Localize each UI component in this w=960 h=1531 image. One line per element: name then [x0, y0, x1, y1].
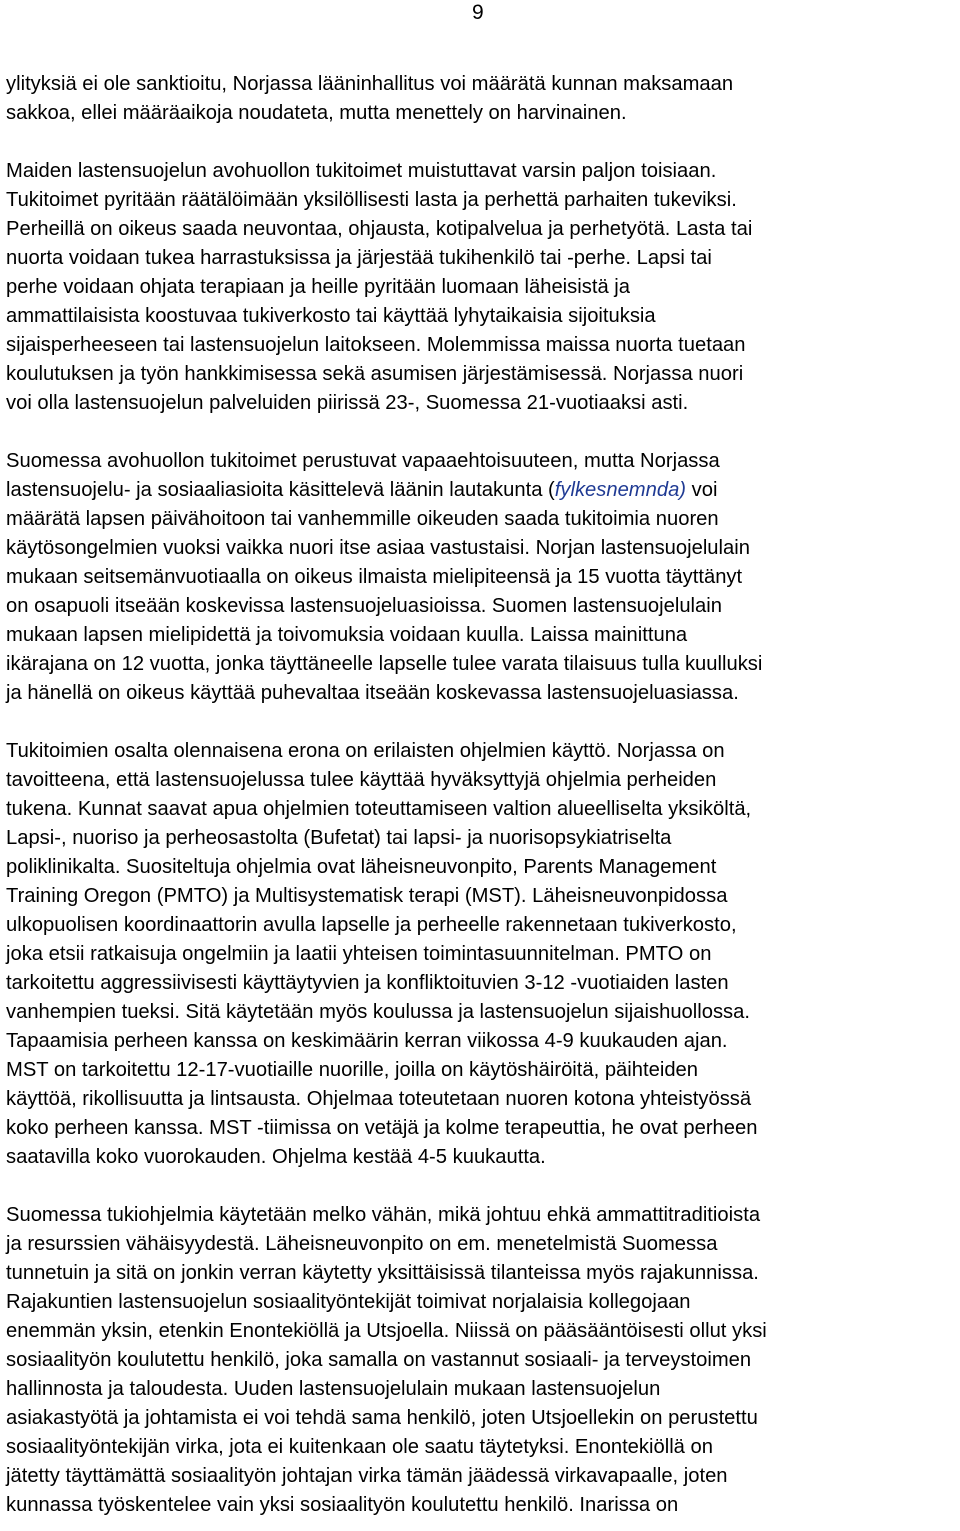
- document-body: [6, 70, 956, 1520]
- text-line: vanhempien tueksi. Sitä käytetään myös koulussa ja lastensuojelun sijaishuollossa.: [6, 1001, 750, 1023]
- text-line: koko perheen kanssa. MST -tiimissa on vetäjä ja kolme terapeuttia, he ovat perheen: [6, 1117, 758, 1139]
- text-line: mukaan seitsemänvuotiaalla on oikeus ilmaista mielipiteensä ja 15 vuotta täyttänyt: [6, 566, 743, 588]
- paragraph-voluntariness: [6, 447, 956, 708]
- text-fragment: voi: [686, 479, 718, 501]
- text-line: ulkopuolisen koordinaattorin avulla lapselle ja perheelle rakennetaan tukiverkosto,: [6, 914, 737, 936]
- text-line: ammattilaisista koostuvaa tukiverkosto tai käyttää lyhytaikaisia sijoituksia: [6, 305, 656, 327]
- text-line: mukaan lapsen mielipidettä ja toivomuksia voidaan kuulla. Laissa mainittuna: [6, 624, 688, 646]
- text-line: on osapuoli itseään koskevissa lastensuojeluasioissa. Suomen lastensuojelulain: [6, 595, 722, 617]
- text-line: enemmän yksin, etenkin Enontekiöllä ja Utsjoella. Niissä on pääsääntöisesti ollut yksi: [6, 1320, 767, 1342]
- text-line: ja hänellä on oikeus käyttää puhevaltaa itseään koskevassa lastensuojeluasiassa.: [6, 682, 739, 704]
- paragraph-programs: [6, 737, 956, 1172]
- text-line: käyttöä, rikollisuutta ja lintsausta. Ohjelmaa toteutetaan nuoren kotona yhteistyössä: [6, 1088, 752, 1110]
- text-line: Tukitoimet pyritään räätälöimään yksilöllisesti lasta ja perhettä parhaiten tukeviksi.: [6, 189, 737, 211]
- text-line: hallinnosta ja taloudesta. Uuden lastensuojelulain mukaan lastensuojelun: [6, 1378, 661, 1400]
- text-fragment: lastensuojelu- ja sosiaaliasioita käsittelevä läänin lautakunta (: [6, 479, 555, 501]
- text-line: sosiaalityön koulutettu henkilö, joka samalla on vastannut sosiaali- ja terveystoimen: [6, 1349, 752, 1371]
- text-line: kunnassa työskentelee vain yksi sosiaalityön koulutettu henkilö. Inarissa on: [6, 1494, 679, 1516]
- text-line: sosiaalityöntekijän virka, jota ei kuitenkaan ole saatu täytetyksi. Enontekiöllä on: [6, 1436, 713, 1458]
- text-line: Tapaamisia perheen kanssa on keskimäärin kerran viikossa 4-9 kuukauden ajan.: [6, 1030, 728, 1052]
- text-line: MST on tarkoitettu 12-17-vuotiaille nuorille, joilla on käytöshäiröitä, päihteiden: [6, 1059, 699, 1081]
- text-line: Rajakuntien lastensuojelun sosiaalityöntekijät toimivat norjalaisia kollegojaan: [6, 1291, 691, 1313]
- text-line: määrätä lapsen päivähoitoon tai vanhemmille oikeuden saada tukitoimia nuoren: [6, 508, 719, 530]
- text-line: Training Oregon (PMTO) ja Multisystematisk terapi (MST). Läheisneuvonpidossa: [6, 885, 728, 907]
- text-line: saatavilla koko vuorokauden. Ohjelma kestää 4-5 kuukautta.: [6, 1146, 546, 1168]
- text-line: käytösongelmien vuoksi vaikka nuori itse asiaa vastustaisi. Norjan lastensuojelulain: [6, 537, 750, 559]
- text-line: sijaisperheeseen tai lastensuojelun laitokseen. Molemmissa maissa nuorta tuetaan: [6, 334, 746, 356]
- text-line: Suomessa avohuollon tukitoimet perustuvat vapaaehtoisuuteen, mutta Norjassa: [6, 450, 720, 472]
- text-line: tarkoitettu aggressiivisesti käyttäytyvien ja konfliktoituvien 3-12 -vuotiaiden lasten: [6, 972, 729, 994]
- text-line: Tukitoimien osalta olennaisena erona on erilaisten ohjelmien käyttö. Norjassa on: [6, 740, 725, 762]
- text-line: Maiden lastensuojelun avohuollon tukitoimet muistuttavat varsin paljon toisiaan.: [6, 160, 717, 182]
- text-line: Perheillä on oikeus saada neuvontaa, ohjausta, kotipalvelua ja perhetyötä. Lasta tai: [6, 218, 753, 240]
- text-line: tavoitteena, että lastensuojelussa tulee käyttää hyväksyttyjä ohjelmia perheiden: [6, 769, 717, 791]
- text-line: poliklinikalta. Suositeltuja ohjelmia ovat läheisneuvonpito, Parents Management: [6, 856, 717, 878]
- text-line: joka etsii ratkaisuja ongelmiin ja laatii yhteisen toimintasuunnitelman. PMTO on: [6, 943, 712, 965]
- text-line: ikärajana on 12 vuotta, jonka täyttäneelle lapselle tulee varata tilaisuus tulla kuulluksi: [6, 653, 763, 675]
- text-line: tunnetuin ja sitä on jonkin verran käytetty yksittäisissä tilanteissa myös rajakunnissa.: [6, 1262, 759, 1284]
- paragraph-support-measures: [6, 157, 956, 418]
- text-line: Lapsi-, nuoriso ja perheosastolta (Bufetat) tai lapsi- ja nuorisopsykiatriselta: [6, 827, 672, 849]
- text-line: asiakastyötä ja johtamista ei voi tehdä sama henkilö, joten Utsjoellekin on perustettu: [6, 1407, 758, 1429]
- paragraph-finland-programs: [6, 1201, 956, 1520]
- paragraph-sanctions: [6, 70, 956, 128]
- text-line: nuorta voidaan tukea harrastuksissa ja järjestää tukihenkilö tai -perhe. Lapsi tai: [6, 247, 712, 269]
- text-line: ja resurssien vähäisyydestä. Läheisneuvonpito on em. menetelmistä Suomessa: [6, 1233, 718, 1255]
- text-line: ylityksiä ei ole sanktioitu, Norjassa lääninhallitus voi määrätä kunnan maksamaan: [6, 73, 734, 95]
- fylkesnemnda-term: fylkesnemnda): [554, 479, 687, 501]
- text-line: voi olla lastensuojelun palveluiden piirissä 23-, Suomessa 21-vuotiaaksi asti.: [6, 392, 689, 414]
- text-line: koulutuksen ja työn hankkimisessa sekä asumisen järjestämisessä. Norjassa nuori: [6, 363, 744, 385]
- text-line: tukena. Kunnat saavat apua ohjelmien toteuttamiseen valtion alueelliselta yksiköltä,: [6, 798, 752, 820]
- text-line: jätetty täyttämättä sosiaalityön johtajan virka tämän jäädessä virkavapaalle, joten: [6, 1465, 728, 1487]
- text-line: [6, 476, 956, 505]
- page-number: 9: [472, 1, 484, 24]
- text-line: Suomessa tukiohjelmia käytetään melko vähän, mikä johtuu ehkä ammattitraditioista: [6, 1204, 761, 1226]
- text-line: sakkoa, ellei määräaikoja noudateta, mutta menettely on harvinainen.: [6, 102, 627, 124]
- text-line: perhe voidaan ohjata terapiaan ja heille pyritään luomaan läheisistä ja: [6, 276, 630, 298]
